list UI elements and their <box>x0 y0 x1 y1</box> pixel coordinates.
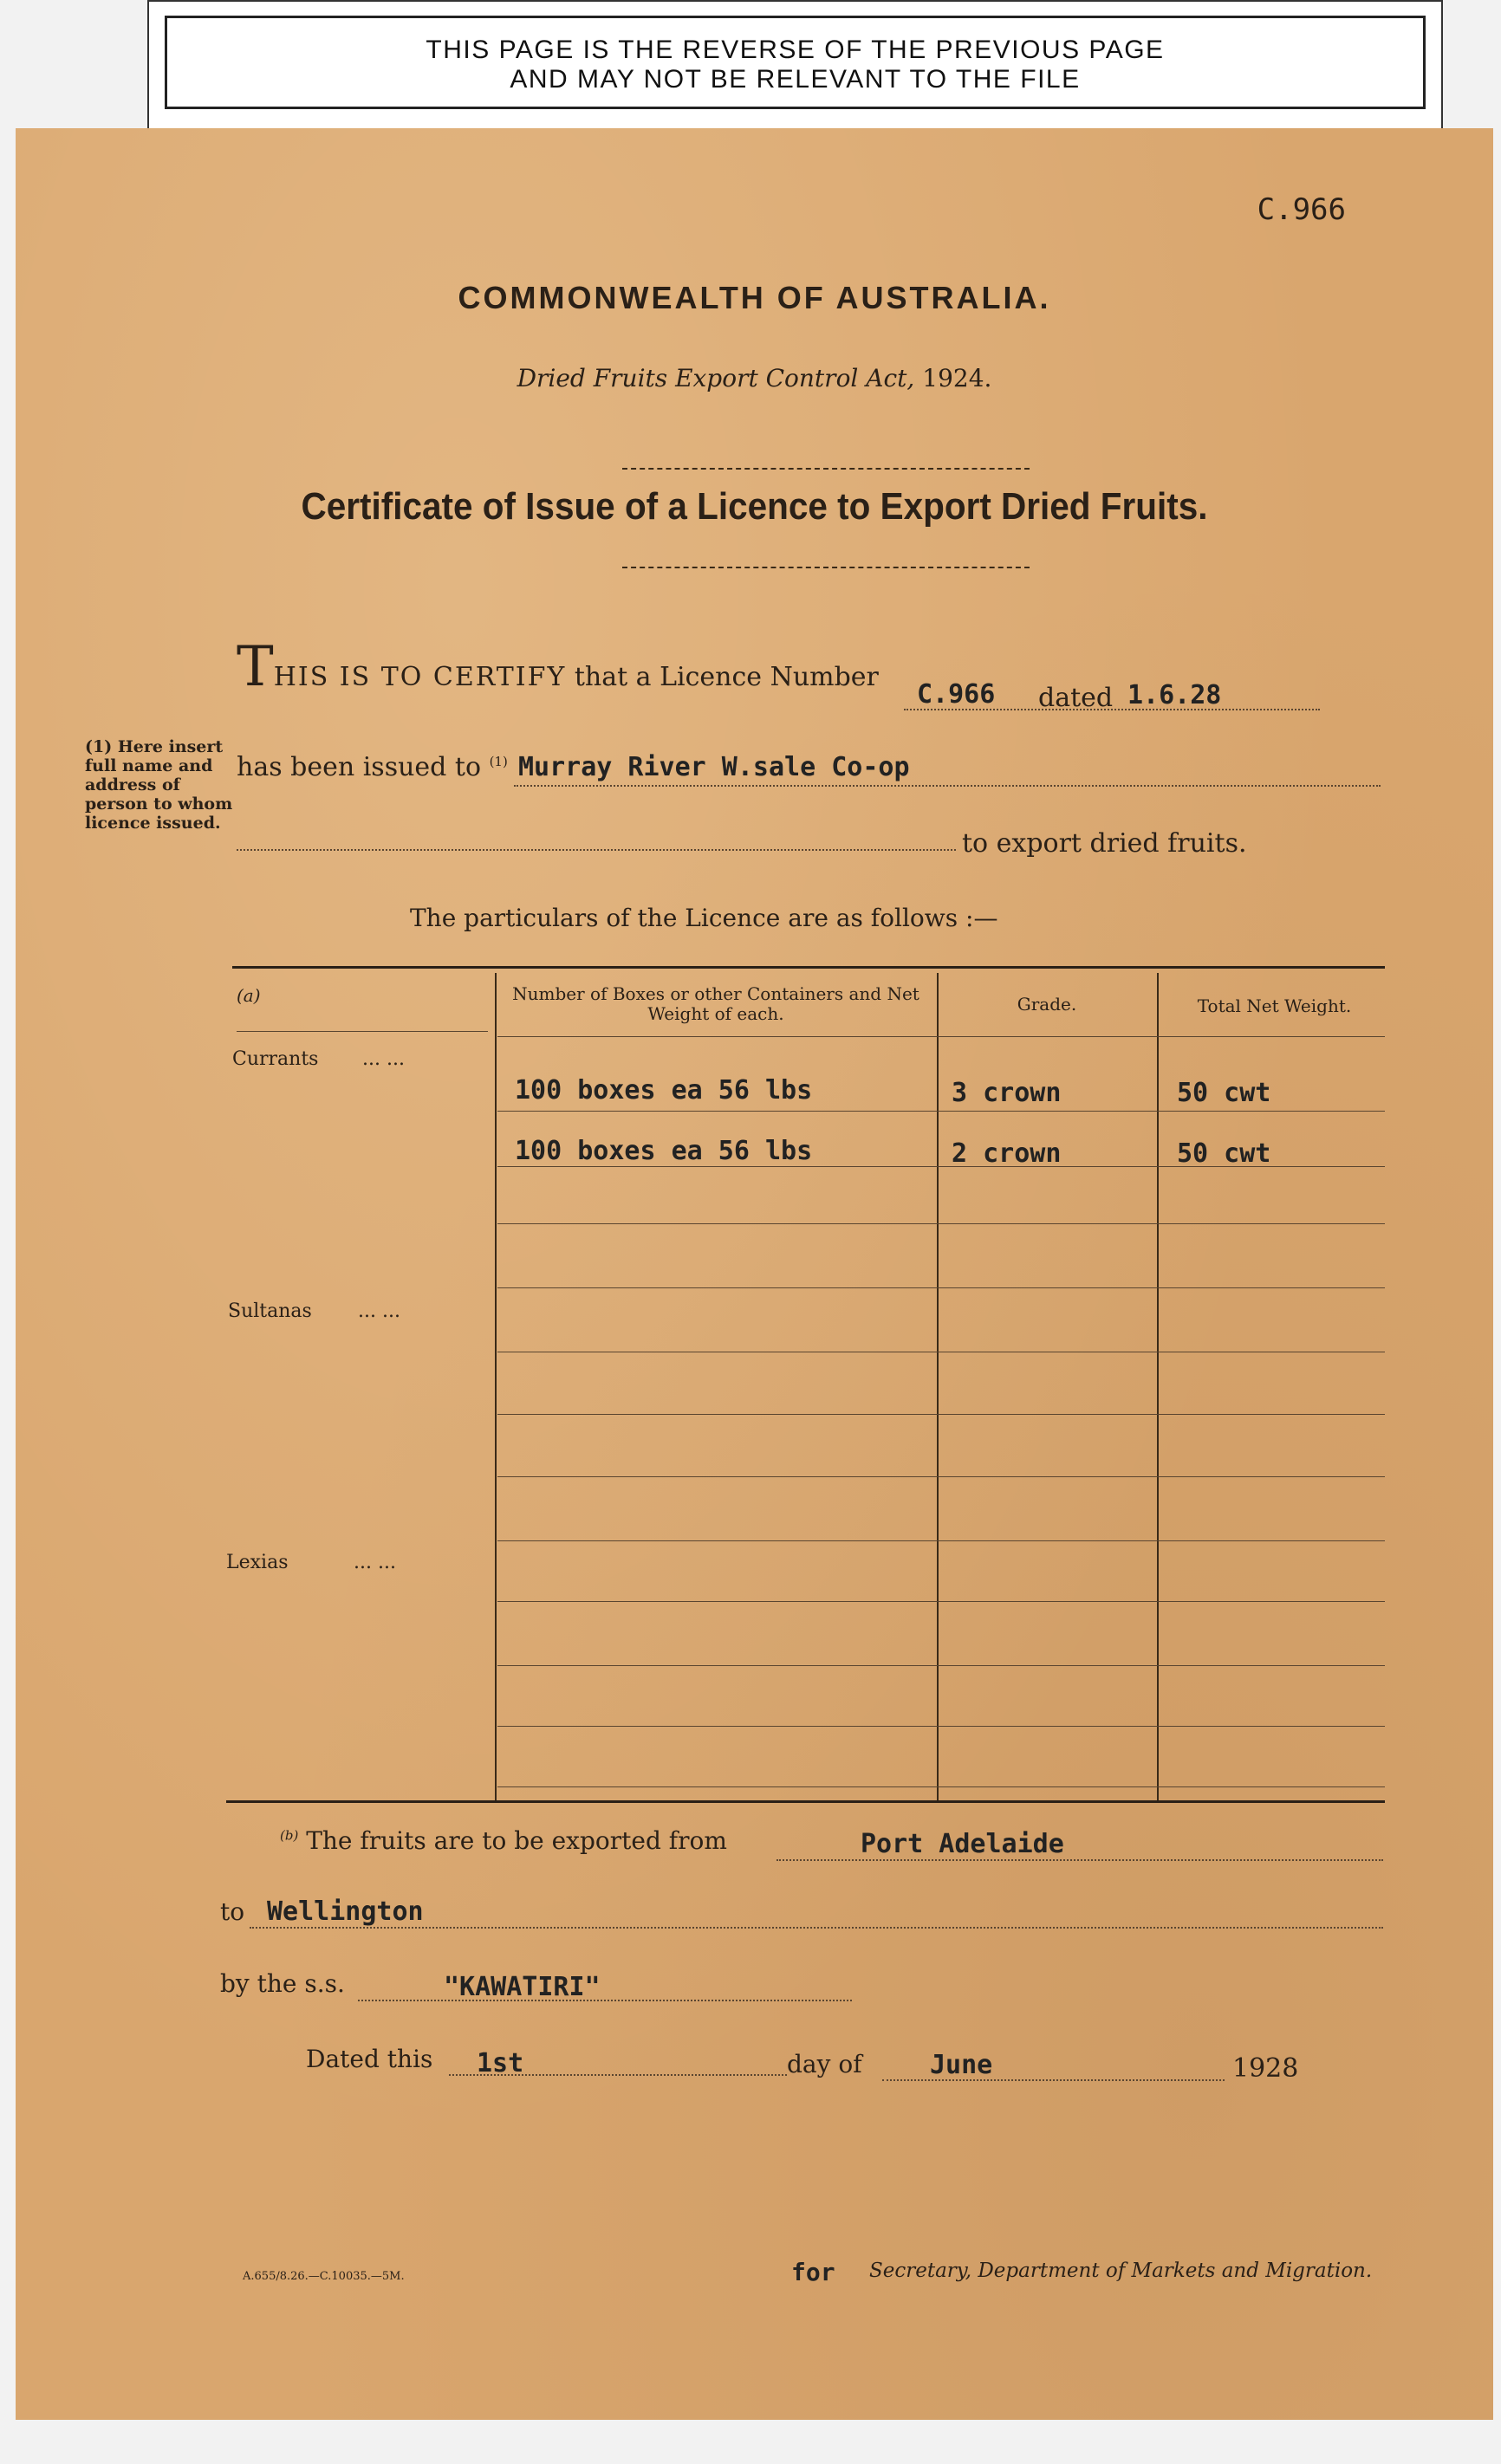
drop-cap: T <box>237 635 274 699</box>
notice-line-2: AND MAY NOT BE RELEVANT TO THE FILE <box>510 65 1081 94</box>
table-divider-3 <box>1157 973 1159 1803</box>
licence-number: C.966 <box>917 679 996 710</box>
column-grade-header: Grade. <box>1017 994 1077 1015</box>
column-boxes-header: Number of Boxes or other Containers and Net Weight of each. <box>512 983 919 1024</box>
day-of-label: day of <box>787 2050 862 2078</box>
dated-this-label: Dated this <box>306 2045 433 2073</box>
from-line <box>776 1859 1383 1861</box>
table-divider-1 <box>495 973 497 1803</box>
month-value: June <box>930 2050 993 2080</box>
act-year: 1924. <box>922 364 992 392</box>
for-label: for <box>791 2258 835 2286</box>
table-bottom-rule <box>226 1800 1385 1803</box>
lexias-ellipsis: ... ... <box>354 1552 396 1573</box>
export-port: Port Adelaide <box>861 1829 1064 1859</box>
notice-line-1: THIS PAGE IS THE REVERSE OF THE PREVIOUS PAGE <box>426 36 1165 64</box>
country-heading: COMMONWEALTH OF AUSTRALIA. <box>458 280 1051 315</box>
signatory-title: Secretary, Department of Markets and Migration. <box>869 2260 1373 2282</box>
currants-ellipsis: ... ... <box>362 1048 405 1070</box>
reverse-page-notice <box>147 0 1443 130</box>
to-label: to <box>220 1897 245 1926</box>
notice-box <box>165 16 1426 109</box>
particulars-intro: The particulars of the Licence are as follows :— <box>410 904 998 932</box>
issued-to-line <box>514 785 1381 787</box>
row-label-lexias: Lexias <box>226 1552 289 1573</box>
print-code: A.655/8.26.—C.10035.—5M. <box>243 2270 405 2283</box>
column-a-header: (a) <box>237 985 261 1006</box>
row-rule <box>497 1601 1385 1602</box>
licence-date: 1.6.28 <box>1127 680 1222 710</box>
row-1-grade: 3 crown <box>952 1078 1062 1108</box>
ship-label: by the s.s. <box>220 1969 345 1998</box>
export-from-label <box>280 1826 727 1855</box>
margin-note: (1) Here insert full name and address of person to whom licence issued. <box>85 737 233 833</box>
issued-label <box>237 752 508 782</box>
from-label-text: The fruits are to be exported from <box>306 1826 727 1855</box>
ornament-rule-bottom <box>622 567 1030 568</box>
row-2-boxes: 100 boxes ea 56 lbs <box>515 1136 813 1166</box>
row-rule <box>497 1665 1385 1666</box>
to-line <box>250 1927 1383 1929</box>
ship-line <box>358 2000 852 2001</box>
ship-name: "KAWATIRI" <box>444 1972 601 2002</box>
dated-label: dated <box>1038 683 1114 713</box>
row-1-weight: 50 cwt <box>1177 1078 1271 1108</box>
ornament-rule-top <box>622 468 1030 470</box>
row-rule <box>497 1223 1385 1224</box>
row-rule <box>497 1287 1385 1288</box>
export-text: to export dried fruits. <box>962 828 1247 859</box>
row-label-currants: Currants <box>232 1048 319 1070</box>
row-label-sultanas: Sultanas <box>228 1300 312 1322</box>
certify-text: that a Licence Number <box>574 662 879 692</box>
column-weight-header: Total Net Weight. <box>1197 995 1352 1016</box>
act-name: Dried Fruits Export Control Act, <box>517 364 915 392</box>
table-divider-2 <box>937 973 939 1803</box>
certificate-paper <box>16 128 1493 2420</box>
row-2-grade: 2 crown <box>952 1138 1062 1169</box>
header-rule-a <box>237 1031 488 1032</box>
row-2-weight: 50 cwt <box>1177 1138 1271 1169</box>
issued-text: has been issued to <box>237 752 482 782</box>
header-rule-main <box>497 1036 1385 1037</box>
row-rule <box>497 1476 1385 1477</box>
row-rule <box>497 1111 1385 1112</box>
day-value: 1st <box>477 2048 524 2078</box>
reference-number: C.966 <box>1257 192 1346 227</box>
row-rule <box>497 1540 1385 1541</box>
row-rule <box>497 1414 1385 1415</box>
address-line <box>237 849 956 851</box>
b-marker: (b) <box>280 1827 299 1844</box>
table-top-rule <box>232 966 1385 969</box>
row-1-boxes: 100 boxes ea 56 lbs <box>515 1075 813 1106</box>
row-rule <box>497 1726 1385 1727</box>
year-value: 1928 <box>1232 2053 1299 2084</box>
certificate-title: Certificate of Issue of a Licence to Export Dried Fruits. <box>301 485 1208 528</box>
certify-lead: HIS IS TO CERTIFY <box>273 662 567 692</box>
act-subtitle <box>16 364 1493 392</box>
row-rule <box>497 1166 1385 1167</box>
licensee-name: Murray River W.sale Co-op <box>518 752 910 782</box>
issued-marker: (1) <box>489 754 508 769</box>
certify-statement <box>237 635 879 699</box>
row-rule <box>497 1786 1385 1787</box>
sultanas-ellipsis: ... ... <box>358 1300 400 1322</box>
destination: Wellington <box>267 1897 424 1927</box>
